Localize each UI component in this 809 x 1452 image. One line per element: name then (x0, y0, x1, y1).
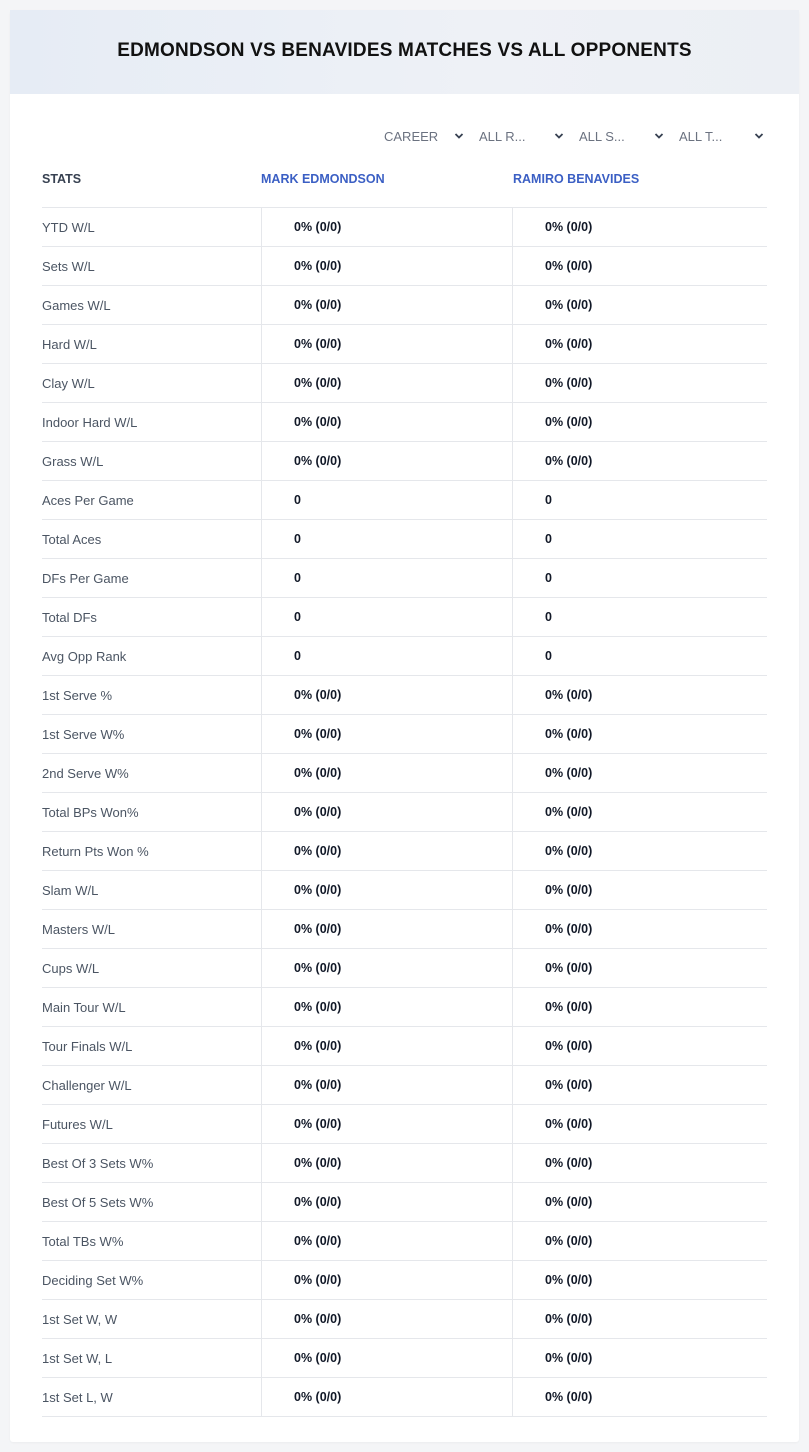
page-title: EDMONDSON VS BENAVIDES MATCHES VS ALL OPPONENTS (117, 40, 692, 61)
player1-value: 0% (0/0) (294, 1078, 342, 1092)
player2-value: 0% (0/0) (545, 376, 593, 390)
player1-value: 0% (0/0) (294, 415, 342, 429)
player2-cell (512, 442, 767, 481)
chevron-down-icon (654, 131, 664, 141)
stat-label: Masters W/L (42, 922, 115, 937)
player2-cell (512, 1144, 767, 1183)
player2-cell (512, 910, 767, 949)
player2-cell (512, 871, 767, 910)
player1-value: 0 (294, 532, 301, 546)
player1-cell (261, 247, 513, 286)
filter-surface-label: ALL S... (579, 128, 625, 144)
player1-cell (261, 442, 513, 481)
player2-cell (512, 1222, 767, 1261)
stat-label: 2nd Serve W% (42, 766, 129, 781)
player1-cell (261, 871, 513, 910)
table-row (42, 1183, 767, 1222)
player2-cell (512, 325, 767, 364)
player2-cell (512, 1261, 767, 1300)
player1-value: 0 (294, 571, 301, 585)
player1-cell (261, 1066, 513, 1105)
player1-value: 0% (0/0) (294, 883, 342, 897)
player1-value: 0% (0/0) (294, 220, 342, 234)
player1-value: 0 (294, 493, 301, 507)
stat-label: Challenger W/L (42, 1078, 132, 1093)
filter-tournament-label: ALL T... (679, 128, 723, 144)
table-row (42, 1261, 767, 1300)
player1-value: 0% (0/0) (294, 922, 342, 936)
player1-value: 0% (0/0) (294, 1390, 342, 1404)
stat-label: Grass W/L (42, 454, 104, 469)
player2-cell (512, 1027, 767, 1066)
player2-value: 0% (0/0) (545, 298, 593, 312)
player1-value: 0% (0/0) (294, 1234, 342, 1248)
table-row (42, 871, 767, 910)
player1-value: 0 (294, 649, 301, 663)
player2-cell (512, 715, 767, 754)
stat-label: Main Tour W/L (42, 1000, 126, 1015)
player1-value: 0% (0/0) (294, 727, 342, 741)
column-header-stats: STATS (42, 172, 82, 186)
stat-label: Futures W/L (42, 1117, 113, 1132)
chevron-down-icon (454, 131, 464, 141)
player2-cell (512, 247, 767, 286)
player2-value: 0% (0/0) (545, 1273, 593, 1287)
player1-cell (261, 1183, 513, 1222)
player1-value: 0% (0/0) (294, 1117, 342, 1131)
player2-value: 0% (0/0) (545, 961, 593, 975)
table-row (42, 598, 767, 637)
player2-cell (512, 1378, 767, 1417)
player2-cell (512, 676, 767, 715)
player2-cell (512, 481, 767, 520)
filter-surface-select[interactable] (579, 124, 664, 148)
player1-cell (261, 286, 513, 325)
player1-value: 0% (0/0) (294, 805, 342, 819)
player2-value: 0% (0/0) (545, 1195, 593, 1209)
player2-value: 0% (0/0) (545, 1117, 593, 1131)
player1-cell (261, 637, 513, 676)
column-header-player1[interactable]: MARK EDMONDSON (261, 172, 385, 186)
player1-cell (261, 1027, 513, 1066)
player1-cell (261, 676, 513, 715)
player2-cell (512, 1066, 767, 1105)
player2-value: 0% (0/0) (545, 415, 593, 429)
table-row (42, 715, 767, 754)
player2-value: 0% (0/0) (545, 220, 593, 234)
player2-value: 0% (0/0) (545, 1390, 593, 1404)
player1-cell (261, 1378, 513, 1417)
player1-value: 0% (0/0) (294, 1312, 342, 1326)
table-row (42, 286, 767, 325)
player2-value: 0% (0/0) (545, 727, 593, 741)
player2-value: 0% (0/0) (545, 922, 593, 936)
table-row (42, 442, 767, 481)
stat-label: Tour Finals W/L (42, 1039, 133, 1054)
player1-cell (261, 910, 513, 949)
player2-cell (512, 988, 767, 1027)
player1-cell (261, 520, 513, 559)
player2-value: 0 (545, 493, 552, 507)
stat-label: Avg Opp Rank (42, 649, 127, 664)
player1-cell (261, 403, 513, 442)
column-header-player2[interactable]: RAMIRO BENAVIDES (513, 172, 640, 186)
filter-bar (10, 124, 799, 148)
table-row (42, 364, 767, 403)
table-row (42, 676, 767, 715)
table-row (42, 481, 767, 520)
player2-value: 0% (0/0) (545, 883, 593, 897)
player2-cell (512, 403, 767, 442)
table-row (42, 1300, 767, 1339)
player1-cell (261, 481, 513, 520)
player1-value: 0% (0/0) (294, 961, 342, 975)
player2-cell (512, 1339, 767, 1378)
player1-cell (261, 1105, 513, 1144)
player1-cell (261, 1144, 513, 1183)
table-row (42, 949, 767, 988)
filter-tournament-select[interactable] (679, 124, 764, 148)
player2-value: 0% (0/0) (545, 1351, 593, 1365)
table-row (42, 1027, 767, 1066)
player1-value: 0% (0/0) (294, 1351, 342, 1365)
player1-cell (261, 793, 513, 832)
table-row (42, 832, 767, 871)
player2-value: 0 (545, 532, 552, 546)
player2-value: 0% (0/0) (545, 1039, 593, 1053)
player2-value: 0% (0/0) (545, 1234, 593, 1248)
filter-period-select[interactable] (384, 124, 464, 148)
player1-cell (261, 364, 513, 403)
table-row (42, 520, 767, 559)
player2-cell (512, 832, 767, 871)
player2-cell (512, 949, 767, 988)
player1-value: 0% (0/0) (294, 1195, 342, 1209)
player1-value: 0% (0/0) (294, 259, 342, 273)
stat-label: Sets W/L (42, 259, 95, 274)
player2-cell (512, 559, 767, 598)
player1-cell (261, 754, 513, 793)
table-header (42, 170, 767, 208)
player2-value: 0% (0/0) (545, 688, 593, 702)
player1-cell (261, 325, 513, 364)
stat-label: Best Of 3 Sets W% (42, 1156, 154, 1171)
player1-value: 0% (0/0) (294, 688, 342, 702)
player2-cell (512, 286, 767, 325)
player1-value: 0% (0/0) (294, 454, 342, 468)
table-row (42, 793, 767, 832)
player1-cell (261, 1261, 513, 1300)
stat-label: Total Aces (42, 532, 102, 547)
player1-cell (261, 832, 513, 871)
stat-label: Total BPs Won% (42, 805, 139, 820)
stat-label: 1st Set W, W (42, 1312, 118, 1327)
player1-value: 0% (0/0) (294, 337, 342, 351)
table-row (42, 1378, 767, 1417)
stat-label: Return Pts Won % (42, 844, 149, 859)
table-row (42, 559, 767, 598)
player2-cell (512, 208, 767, 247)
player2-cell (512, 598, 767, 637)
stats-table-body (42, 208, 767, 1417)
player1-value: 0% (0/0) (294, 1000, 342, 1014)
player1-cell (261, 1339, 513, 1378)
chevron-down-icon (554, 131, 564, 141)
player1-cell (261, 559, 513, 598)
player1-cell (261, 1300, 513, 1339)
player2-value: 0% (0/0) (545, 1078, 593, 1092)
player1-value: 0% (0/0) (294, 1039, 342, 1053)
player2-value: 0% (0/0) (545, 259, 593, 273)
stat-label: Clay W/L (42, 376, 95, 391)
table-row (42, 1144, 767, 1183)
player2-value: 0 (545, 610, 552, 624)
player2-cell (512, 1300, 767, 1339)
player2-cell (512, 637, 767, 676)
player1-value: 0% (0/0) (294, 1156, 342, 1170)
player2-value: 0 (545, 649, 552, 663)
stat-label: Deciding Set W% (42, 1273, 144, 1288)
player1-cell (261, 715, 513, 754)
player1-value: 0% (0/0) (294, 1273, 342, 1287)
stat-label: Best Of 5 Sets W% (42, 1195, 154, 1210)
stat-label: Slam W/L (42, 883, 99, 898)
player2-cell (512, 364, 767, 403)
table-row (42, 1105, 767, 1144)
stat-label: Cups W/L (42, 961, 100, 976)
table-row (42, 403, 767, 442)
player1-value: 0% (0/0) (294, 766, 342, 780)
filter-period-label: CAREER (384, 128, 439, 144)
page-header (10, 10, 799, 94)
player2-value: 0% (0/0) (545, 1312, 593, 1326)
player1-cell (261, 598, 513, 637)
stat-label: 1st Serve % (42, 688, 113, 703)
player2-value: 0% (0/0) (545, 454, 593, 468)
player1-value: 0 (294, 610, 301, 624)
stat-label: 1st Set L, W (42, 1390, 113, 1405)
stat-label: YTD W/L (42, 220, 95, 235)
player2-cell (512, 793, 767, 832)
player2-value: 0% (0/0) (545, 844, 593, 858)
stats-card (10, 10, 799, 1442)
player2-cell (512, 1183, 767, 1222)
table-row (42, 1222, 767, 1261)
player1-cell (261, 1222, 513, 1261)
stat-label: Total TBs W% (42, 1234, 124, 1249)
table-row (42, 1339, 767, 1378)
player1-cell (261, 949, 513, 988)
player2-value: 0% (0/0) (545, 1000, 593, 1014)
table-row (42, 325, 767, 364)
player2-value: 0% (0/0) (545, 766, 593, 780)
player2-value: 0% (0/0) (545, 1156, 593, 1170)
table-row (42, 754, 767, 793)
player1-value: 0% (0/0) (294, 298, 342, 312)
table-row (42, 1066, 767, 1105)
table-row (42, 637, 767, 676)
stat-label: Games W/L (42, 298, 111, 313)
table-row (42, 208, 767, 247)
player1-cell (261, 988, 513, 1027)
player2-value: 0% (0/0) (545, 805, 593, 819)
filter-round-select[interactable] (479, 124, 564, 148)
stat-label: 1st Serve W% (42, 727, 125, 742)
stat-label: Indoor Hard W/L (42, 415, 138, 430)
stat-label: Aces Per Game (42, 493, 134, 508)
table-row (42, 910, 767, 949)
table-row (42, 988, 767, 1027)
player2-cell (512, 1105, 767, 1144)
stat-label: Total DFs (42, 610, 97, 625)
stat-label: Hard W/L (42, 337, 97, 352)
player1-value: 0% (0/0) (294, 376, 342, 390)
player1-cell (261, 208, 513, 247)
player1-value: 0% (0/0) (294, 844, 342, 858)
player2-cell (512, 520, 767, 559)
player2-value: 0 (545, 571, 552, 585)
filter-round-label: ALL R... (479, 128, 526, 144)
stat-label: DFs Per Game (42, 571, 129, 586)
stat-label: 1st Set W, L (42, 1351, 113, 1366)
player2-cell (512, 754, 767, 793)
player2-value: 0% (0/0) (545, 337, 593, 351)
chevron-down-icon (754, 131, 764, 141)
table-row (42, 247, 767, 286)
